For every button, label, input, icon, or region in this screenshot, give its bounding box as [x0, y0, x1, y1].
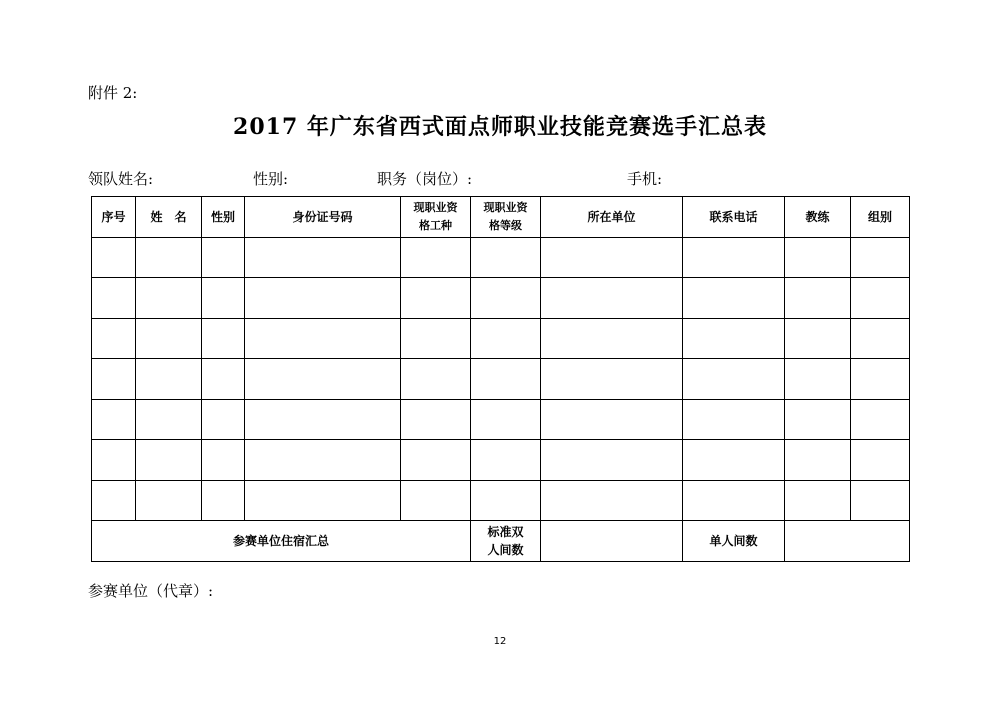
header-qualification-level [471, 197, 541, 238]
table-cell[interactable] [683, 480, 785, 521]
table-cell[interactable] [136, 440, 202, 481]
table-cell[interactable] [851, 399, 910, 440]
header-seq: 序号 [92, 197, 136, 238]
leader-gender-label: 性别: [253, 170, 289, 188]
header-id-number: 身份证号码 [245, 197, 401, 238]
table-cell[interactable] [401, 480, 471, 521]
table-cell[interactable] [245, 480, 401, 521]
contestant-summary-table [91, 196, 910, 562]
table-cell[interactable] [136, 359, 202, 400]
header-qualification-type [401, 197, 471, 238]
table-row [92, 278, 910, 319]
table-row [92, 399, 910, 440]
table-cell[interactable] [471, 480, 541, 521]
table-cell[interactable] [92, 359, 136, 400]
page-title: 2017 年广东省西式面点师职业技能竞赛选手汇总表 [233, 114, 767, 140]
leader-duty-label: 职务（岗位）: [377, 170, 473, 188]
table-cell[interactable] [851, 480, 910, 521]
table-cell[interactable] [785, 440, 851, 481]
header-employer: 所在单位 [541, 197, 683, 238]
table-cell[interactable] [92, 480, 136, 521]
table-cell[interactable] [92, 237, 136, 278]
single-room-label: 单人间数 [683, 521, 785, 562]
table-cell[interactable] [471, 359, 541, 400]
table-cell[interactable] [471, 237, 541, 278]
table-cell[interactable] [401, 399, 471, 440]
table-header-row [92, 197, 910, 238]
table-cell[interactable] [202, 440, 245, 481]
table-cell[interactable] [136, 278, 202, 319]
table-cell[interactable] [541, 440, 683, 481]
table-cell[interactable] [851, 278, 910, 319]
standard-room-label [471, 521, 541, 562]
table-cell[interactable] [401, 359, 471, 400]
leader-name-label: 领队姓名: [88, 170, 154, 188]
table-cell[interactable] [785, 278, 851, 319]
table-row [92, 359, 910, 400]
table-cell[interactable] [541, 278, 683, 319]
table-cell[interactable] [92, 399, 136, 440]
table-cell[interactable] [785, 359, 851, 400]
table-cell[interactable] [92, 318, 136, 359]
table-cell[interactable] [202, 399, 245, 440]
table-cell[interactable] [471, 399, 541, 440]
table-cell[interactable] [683, 318, 785, 359]
participating-unit-label: 参赛单位（代章）: [88, 582, 214, 600]
table-cell[interactable] [401, 278, 471, 319]
table-cell[interactable] [851, 440, 910, 481]
table-cell[interactable] [136, 237, 202, 278]
table-cell[interactable] [683, 278, 785, 319]
header-qualification-level-line1: 现职业资 [483, 200, 528, 214]
table-cell[interactable] [202, 480, 245, 521]
header-qualification-type-line2: 格工种 [419, 218, 452, 232]
table-cell[interactable] [401, 318, 471, 359]
table-cell[interactable] [136, 399, 202, 440]
table-cell[interactable] [471, 278, 541, 319]
table-cell[interactable] [245, 359, 401, 400]
table-cell[interactable] [785, 318, 851, 359]
table-row [92, 237, 910, 278]
header-phone: 联系电话 [683, 197, 785, 238]
page-number: 12 [493, 636, 507, 647]
table-cell[interactable] [785, 480, 851, 521]
table-cell[interactable] [245, 318, 401, 359]
table-cell[interactable] [683, 359, 785, 400]
table-cell[interactable] [202, 237, 245, 278]
standard-room-label-line1: 标准双 [487, 524, 524, 539]
table-cell[interactable] [541, 399, 683, 440]
table-cell[interactable] [245, 440, 401, 481]
header-qualification-type-line1: 现职业资 [413, 200, 458, 214]
header-qualification-level-line2: 格等级 [489, 218, 522, 232]
header-name: 姓 名 [136, 197, 202, 238]
attachment-label: 附件 2: [88, 84, 138, 102]
standard-room-label-line2: 人间数 [487, 542, 524, 557]
single-room-count-cell[interactable] [785, 521, 910, 562]
table-cell[interactable] [471, 440, 541, 481]
table-cell[interactable] [541, 359, 683, 400]
table-cell[interactable] [851, 359, 910, 400]
header-gender: 性别 [202, 197, 245, 238]
table-cell[interactable] [851, 237, 910, 278]
table-cell[interactable] [541, 480, 683, 521]
table-cell[interactable] [683, 399, 785, 440]
table-cell[interactable] [202, 278, 245, 319]
table-cell[interactable] [683, 440, 785, 481]
table-cell[interactable] [202, 359, 245, 400]
table-cell[interactable] [136, 480, 202, 521]
table-cell[interactable] [245, 399, 401, 440]
table-cell[interactable] [136, 318, 202, 359]
standard-room-count-cell[interactable] [541, 521, 683, 562]
accommodation-summary-label: 参赛单位住宿汇总 [92, 521, 471, 562]
table-row [92, 440, 910, 481]
table-row [92, 318, 910, 359]
table-cell[interactable] [785, 237, 851, 278]
table-cell[interactable] [401, 440, 471, 481]
header-coach: 教练 [785, 197, 851, 238]
header-group: 组别 [851, 197, 910, 238]
table-cell[interactable] [245, 237, 401, 278]
table-cell[interactable] [541, 318, 683, 359]
table-cell[interactable] [683, 237, 785, 278]
table-cell[interactable] [785, 399, 851, 440]
table-cell[interactable] [851, 318, 910, 359]
table-cell[interactable] [202, 318, 245, 359]
leader-phone-label: 手机: [627, 170, 663, 188]
table-cell[interactable] [92, 440, 136, 481]
accommodation-summary-row [92, 521, 910, 562]
table-cell[interactable] [401, 237, 471, 278]
table-cell[interactable] [245, 278, 401, 319]
table-cell[interactable] [471, 318, 541, 359]
table-row [92, 480, 910, 521]
table-cell[interactable] [541, 237, 683, 278]
table-cell[interactable] [92, 278, 136, 319]
